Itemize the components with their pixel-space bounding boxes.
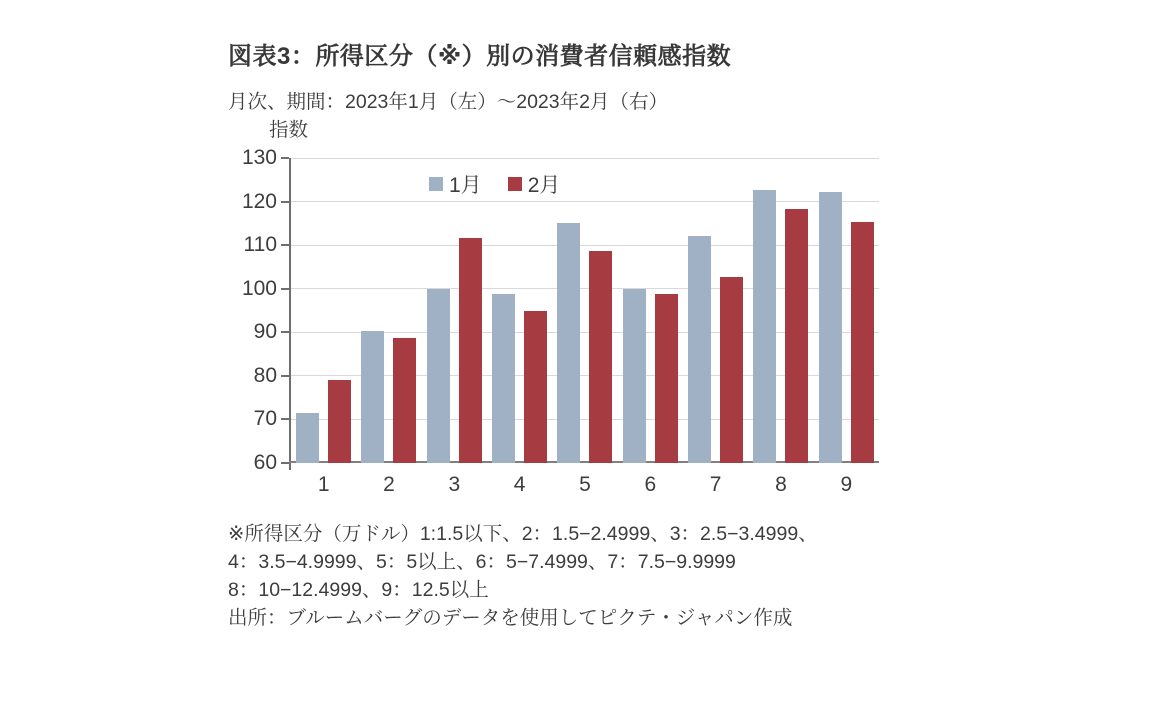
bar-1月-4	[492, 294, 515, 463]
y-tick-70	[281, 418, 289, 420]
footnote-line-1: ※所得区分（万ドル）1:1.5以下、2：1.5−2.4999、3：2.5−3.4999、	[228, 523, 818, 545]
footnote-line-2: 4：3.5−4.9999、5：5以上、6：5−7.4999、7：7.5−9.9999	[228, 551, 736, 573]
x-category-label-9: 9	[840, 473, 853, 496]
bar-1月-2	[361, 331, 384, 463]
y-tick-label-100: 100	[241, 276, 277, 300]
x-category-label-7: 7	[709, 473, 722, 496]
bar-1月-9	[819, 192, 842, 463]
y-tick-label-110: 110	[243, 233, 277, 257]
bar-groups	[291, 158, 879, 463]
y-tick-label-130: 130	[241, 146, 277, 169]
bar-2月-7	[720, 277, 743, 464]
x-category-label-5: 5	[579, 473, 591, 496]
bar-2月-4	[524, 311, 547, 464]
legend-swatch-2月	[508, 177, 522, 191]
bar-1月-7	[688, 236, 711, 463]
bar-1月-1	[296, 413, 319, 463]
y-tick-130	[281, 157, 289, 159]
y-tick-label-120: 120	[241, 189, 277, 213]
chart-subtitle: 月次、期間：2023年1月（左）～2023年2月（右）	[228, 91, 668, 113]
chart-title: 図表3：所得区分（※）別の消費者信頼感指数	[228, 43, 732, 70]
bar-group-6	[618, 289, 683, 463]
x-category-label-2: 2	[383, 473, 395, 496]
bar-group-5	[552, 223, 617, 464]
legend-label-1月: 1月	[449, 174, 482, 197]
bar-group-2	[356, 331, 421, 463]
y-tick-120	[281, 201, 289, 203]
y-tick-80	[281, 375, 289, 377]
legend	[429, 169, 560, 199]
bar-1月-6	[623, 289, 646, 463]
y-axis-title: 指数	[269, 119, 309, 141]
plot-area	[241, 146, 879, 474]
bar-2月-3	[459, 238, 482, 463]
y-tick-60	[281, 462, 289, 464]
bar-group-8	[748, 190, 813, 463]
y-tick-100	[281, 288, 289, 290]
source-note: 出所：ブルームバーグのデータを使用してピクテ・ジャパン作成	[228, 607, 793, 629]
legend-swatch-1月	[429, 177, 443, 191]
y-tick-label-70: 70	[253, 407, 277, 431]
y-tick-label-90: 90	[253, 320, 277, 344]
legend-item-1月	[429, 169, 482, 199]
x-category-label-6: 6	[644, 473, 657, 496]
y-tick-110	[281, 244, 289, 246]
bar-2月-2	[393, 338, 416, 463]
x-axis-labels	[291, 473, 879, 497]
bar-group-3	[422, 238, 487, 463]
bar-2月-9	[851, 222, 874, 463]
bar-1月-8	[753, 190, 776, 463]
bar-1月-3	[427, 289, 450, 463]
x-category-label-1: 1	[317, 473, 330, 496]
y-tick-90	[281, 331, 289, 333]
bar-1月-5	[557, 223, 580, 464]
bar-group-4	[487, 294, 552, 463]
x-category-label-8: 8	[775, 473, 787, 496]
bar-2月-6	[655, 294, 678, 463]
bar-group-9	[814, 192, 879, 463]
y-tick-label-60: 60	[253, 451, 277, 474]
bar-2月-8	[785, 209, 808, 463]
bar-group-7	[683, 236, 748, 463]
legend-item-2月	[508, 169, 561, 199]
footnote-line-3: 8：10−12.4999、9：12.5以上	[228, 579, 489, 601]
y-tick-label-80: 80	[253, 363, 277, 387]
x-category-label-4: 4	[513, 473, 526, 496]
bar-group-1	[291, 380, 356, 463]
footnotes	[228, 520, 818, 632]
x-category-label-3: 3	[448, 473, 461, 496]
bar-2月-5	[589, 251, 612, 463]
legend-label-2月: 2月	[527, 174, 561, 197]
bar-2月-1	[328, 380, 351, 463]
